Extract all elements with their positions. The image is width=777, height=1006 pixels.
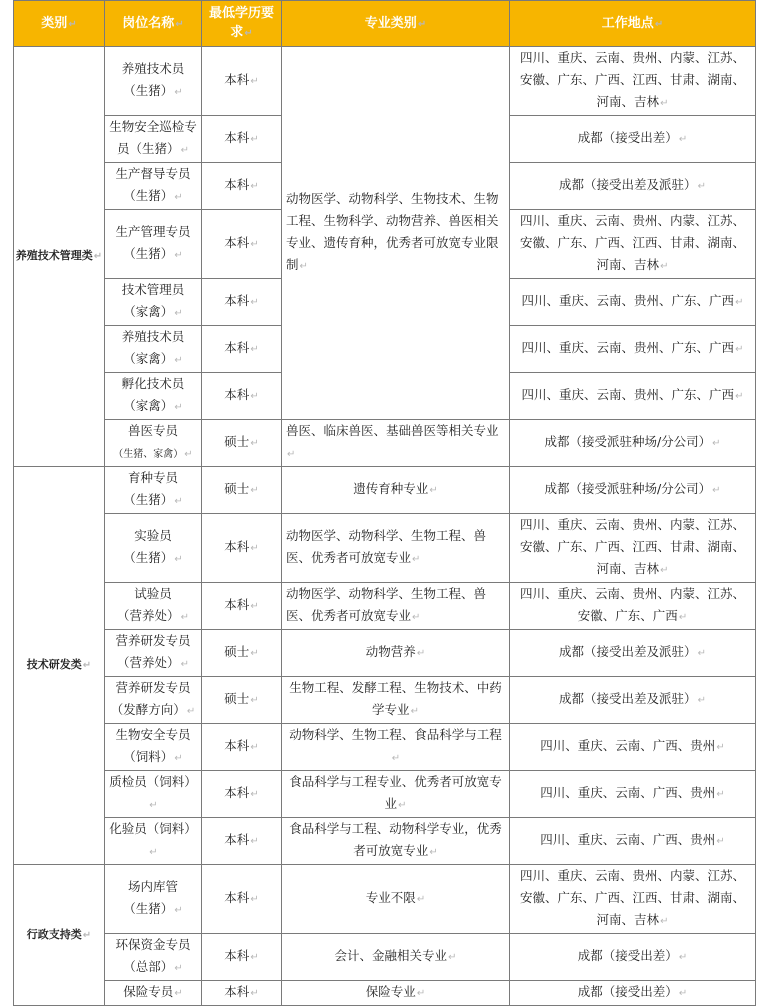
education-cell: 硕士↵ (202, 467, 282, 514)
header-position: 岗位名称↵ (105, 1, 202, 47)
education-cell: 本科↵ (202, 818, 282, 865)
table-row (14, 934, 756, 981)
major-cell: 生物工程、发酵工程、生物技术、中药学专业↵ (282, 677, 510, 724)
major-cell: 食品科学与工程专业、优秀者可放宽专业↵ (282, 771, 510, 818)
table-row (14, 981, 756, 1006)
position-cell: 生产督导专员 （生猪）↵ (105, 163, 202, 210)
location-cell: 成都（接受出差）↵ (510, 934, 756, 981)
position-cell: 实验员 （生猪）↵ (105, 514, 202, 583)
location-cell: 四川、重庆、云南、贵州、内蒙、江苏、安徽、广东、广西、江西、甘肃、湖南、河南、吉林↵ (510, 865, 756, 934)
location-cell: 四川、重庆、云南、广西、贵州↵ (510, 771, 756, 818)
education-cell: 本科↵ (202, 163, 282, 210)
major-cell: 兽医、临床兽医、基础兽医等相关专业↵ (282, 420, 510, 467)
location-cell: 四川、重庆、云南、广西、贵州↵ (510, 724, 756, 771)
table-row (14, 467, 756, 514)
position-cell: 生物安全专员 （饲料）↵ (105, 724, 202, 771)
location-cell: 四川、重庆、云南、贵州、广东、广西↵ (510, 279, 756, 326)
education-cell: 本科↵ (202, 771, 282, 818)
header-location: 工作地点↵ (510, 1, 756, 47)
location-cell: 四川、重庆、云南、贵州、内蒙、江苏、安徽、广东、广西、江西、甘肃、湖南、河南、吉林↵ (510, 514, 756, 583)
education-cell: 本科↵ (202, 514, 282, 583)
table-row (14, 818, 756, 865)
position-cell: 生产管理专员 （生猪）↵ (105, 210, 202, 279)
position-cell: 质检员（饲料）↵ (105, 771, 202, 818)
table-row (14, 583, 756, 630)
education-cell: 本科↵ (202, 373, 282, 420)
header-major: 专业类别↵ (282, 1, 510, 47)
major-cell: 动物医学、动物科学、生物技术、生物工程、生物科学、动物营养、兽医相关专业、遗传育种，优秀者可放宽专业限制↵ (282, 47, 510, 420)
category-cell: 养殖技术管理类↵ (14, 47, 105, 467)
location-cell: 成都（接受出差）↵ (510, 116, 756, 163)
category-cell: 行政支持类↵ (14, 865, 105, 1006)
position-cell: 营养研发专员 （营养处）↵ (105, 630, 202, 677)
location-cell: 成都（接受出差及派驻）↵ (510, 677, 756, 724)
position-cell: 化验员（饲料）↵ (105, 818, 202, 865)
category-cell: 技术研发类↵ (14, 467, 105, 865)
education-cell: 硕士↵ (202, 420, 282, 467)
header-education: 最低学历要求↵ (202, 1, 282, 47)
table-row (14, 677, 756, 724)
education-cell: 本科↵ (202, 583, 282, 630)
major-cell: 会计、金融相关专业↵ (282, 934, 510, 981)
header-category: 类别↵ (14, 1, 105, 47)
table-row (14, 630, 756, 677)
position-cell: 孵化技术员 （家禽）↵ (105, 373, 202, 420)
education-cell: 本科↵ (202, 865, 282, 934)
position-cell: 育种专员 （生猪）↵ (105, 467, 202, 514)
location-cell: 成都（接受出差）↵ (510, 981, 756, 1006)
header-row (14, 1, 756, 47)
major-cell: 动物医学、动物科学、生物工程、兽医、优秀者可放宽专业↵ (282, 514, 510, 583)
education-cell: 本科↵ (202, 210, 282, 279)
location-cell: 四川、重庆、云南、贵州、广东、广西↵ (510, 326, 756, 373)
education-cell: 本科↵ (202, 326, 282, 373)
location-cell: 四川、重庆、云南、贵州、内蒙、江苏、安徽、广东、广西、江西、甘肃、湖南、河南、吉林↵ (510, 47, 756, 116)
location-cell: 四川、重庆、云南、广西、贵州↵ (510, 818, 756, 865)
position-cell: 保险专员↵ (105, 981, 202, 1006)
table-row (14, 47, 756, 116)
location-cell: 四川、重庆、云南、贵州、广东、广西↵ (510, 373, 756, 420)
location-cell: 成都（接受派驻种场/分公司）↵ (510, 420, 756, 467)
major-cell: 动物营养↵ (282, 630, 510, 677)
position-cell: 生物安全巡检专员（生猪）↵ (105, 116, 202, 163)
education-cell: 本科↵ (202, 47, 282, 116)
recruitment-table (13, 0, 756, 1006)
major-cell: 专业不限↵ (282, 865, 510, 934)
position-cell: 养殖技术员 （生猪）↵ (105, 47, 202, 116)
education-cell: 硕士↵ (202, 677, 282, 724)
table-row (14, 420, 756, 467)
position-cell: 试验员 （营养处）↵ (105, 583, 202, 630)
education-cell: 本科↵ (202, 981, 282, 1006)
education-cell: 硕士↵ (202, 630, 282, 677)
table-row (14, 771, 756, 818)
table-row (14, 865, 756, 934)
major-cell: 遗传育种专业↵ (282, 467, 510, 514)
location-cell: 四川、重庆、云南、贵州、内蒙、江苏、安徽、广东、广西↵ (510, 583, 756, 630)
location-cell: 成都（接受派驻种场/分公司）↵ (510, 467, 756, 514)
major-cell: 动物科学、生物工程、食品科学与工程↵ (282, 724, 510, 771)
position-cell: 环保资金专员 （总部）↵ (105, 934, 202, 981)
major-cell: 动物医学、动物科学、生物工程、兽医、优秀者可放宽专业↵ (282, 583, 510, 630)
position-cell: 技术管理员 （家禽）↵ (105, 279, 202, 326)
major-cell: 食品科学与工程、动物科学专业，优秀者可放宽专业↵ (282, 818, 510, 865)
location-cell: 成都（接受出差及派驻）↵ (510, 163, 756, 210)
education-cell: 本科↵ (202, 724, 282, 771)
major-cell: 保险专业↵ (282, 981, 510, 1006)
position-cell: 场内库管 （生猪）↵ (105, 865, 202, 934)
location-cell: 成都（接受出差及派驻）↵ (510, 630, 756, 677)
position-cell: 养殖技术员 （家禽）↵ (105, 326, 202, 373)
location-cell: 四川、重庆、云南、贵州、内蒙、江苏、安徽、广东、广西、江西、甘肃、湖南、河南、吉林↵ (510, 210, 756, 279)
education-cell: 本科↵ (202, 934, 282, 981)
table-row (14, 514, 756, 583)
education-cell: 本科↵ (202, 116, 282, 163)
position-cell: 兽医专员 （生猪、家禽）↵ (105, 420, 202, 467)
table-row (14, 724, 756, 771)
education-cell: 本科↵ (202, 279, 282, 326)
position-cell: 营养研发专员 （发酵方向）↵ (105, 677, 202, 724)
